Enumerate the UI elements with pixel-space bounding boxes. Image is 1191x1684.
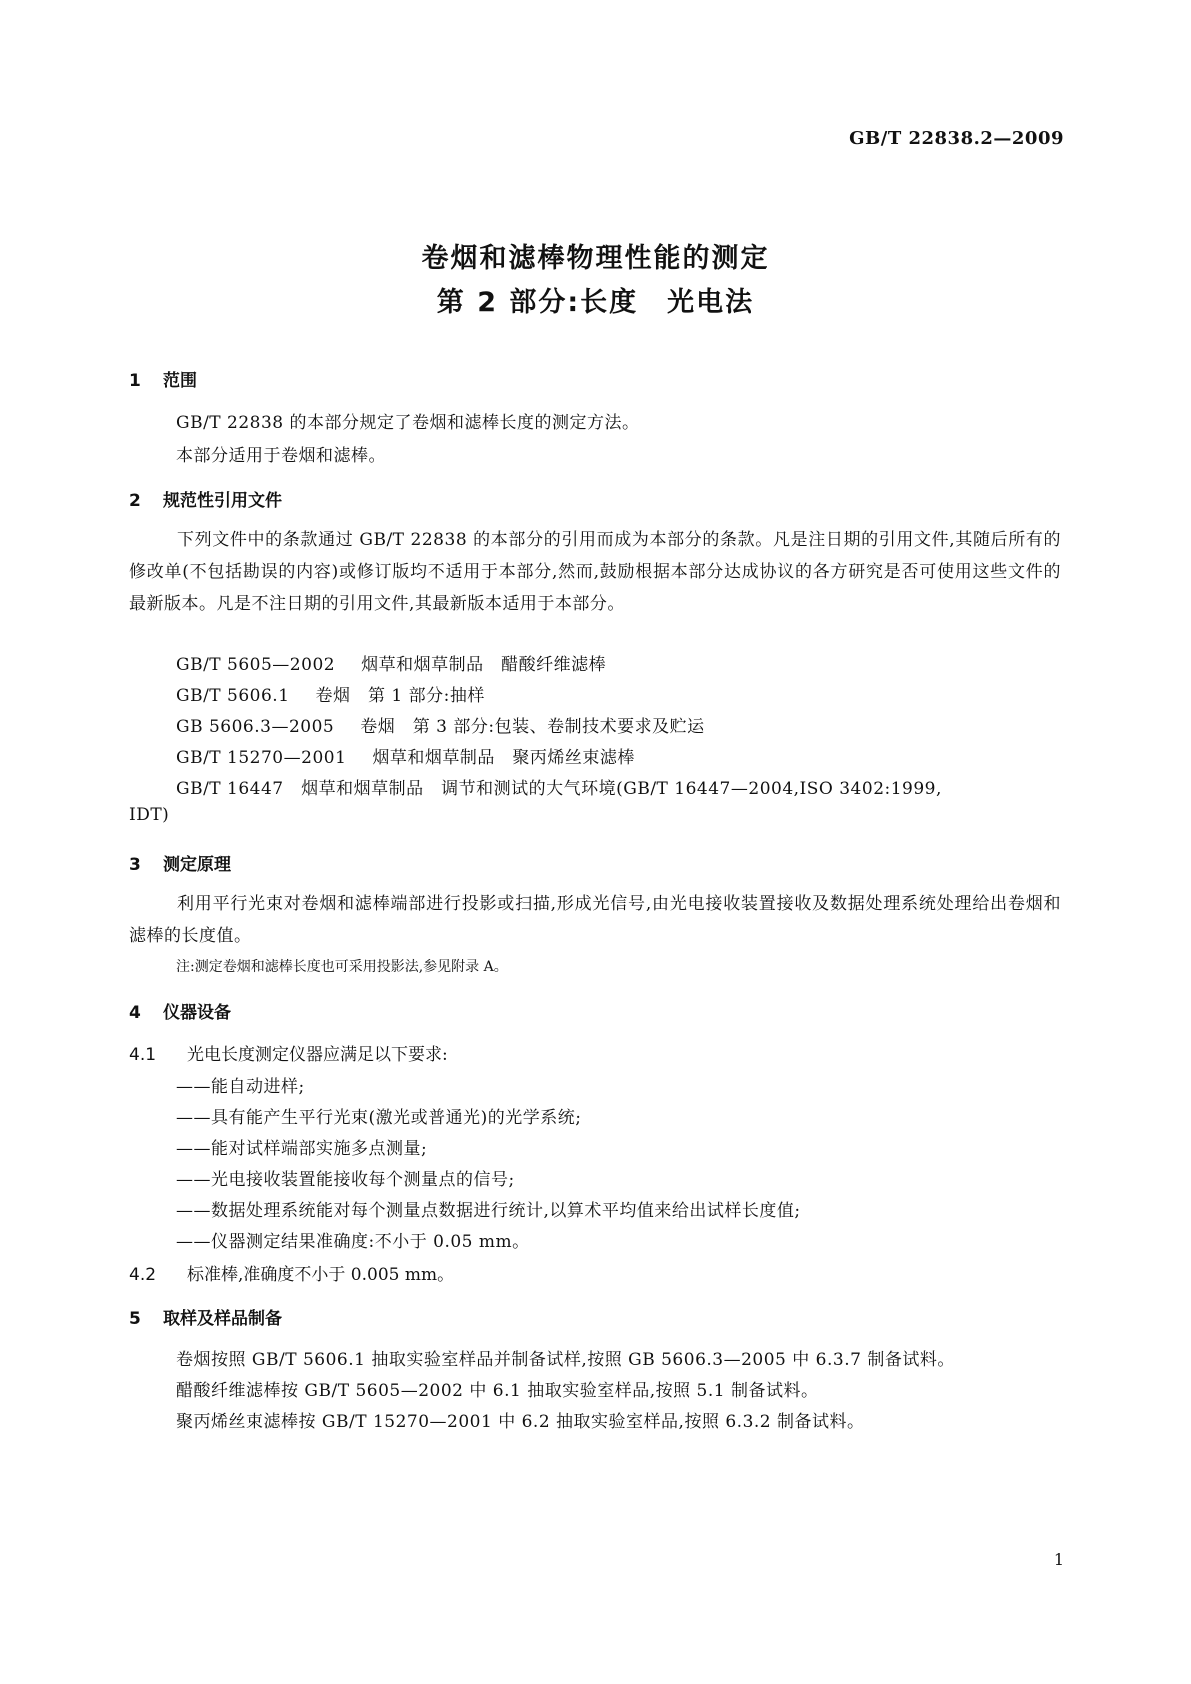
reference-code: GB/T 5606.1 xyxy=(176,686,290,706)
section-3-paragraph: 利用平行光束对卷烟和滤棒端部进行投影或扫描,形成光信号,由光电接收装置接收及数据处理系统处理给出卷烟和滤棒的长度值。 xyxy=(129,894,1061,946)
section-5-heading xyxy=(129,1304,282,1329)
section-5-line: 卷烟按照 GB/T 5606.1 抽取实验室样品并制备试样,按照 GB 5606.3—2005 中 6.3.7 制备试料。 xyxy=(176,1350,955,1370)
requirement-item: ——具有能产生平行光束(激光或普通光)的光学系统; xyxy=(176,1108,582,1128)
subsection-4-1 xyxy=(129,1040,448,1065)
reference-code: GB/T 5605—2002 xyxy=(176,655,336,675)
reference-item xyxy=(176,681,485,706)
section-number: 1 xyxy=(129,371,141,391)
section-title: 测定原理 xyxy=(163,855,231,875)
section-2-intro: 下列文件中的条款通过 GB/T 22838 的本部分的引用而成为本部分的条款。凡是注日期的引用文件,其随后所有的修改单(不包括勘误的内容)或修订版均不适用于本部分,然而,鼓励根据本部分达成协议的各方研究是否可使用这些文件的最新版本。凡是不注日期的引用文件,其最新版本适用于本部分。 xyxy=(129,530,1061,614)
reference-item xyxy=(176,712,705,737)
subsection-text: 光电长度测定仪器应满足以下要求: xyxy=(187,1045,448,1065)
section-title: 范围 xyxy=(163,371,197,391)
reference-code: GB/T 15270—2001 xyxy=(176,748,347,768)
reference-title: 烟草和烟草制品 醋酸纤维滤棒 xyxy=(361,655,607,675)
subsection-text: 标准棒,准确度不小于 0.005 mm。 xyxy=(187,1265,455,1285)
section-title: 规范性引用文件 xyxy=(163,491,282,511)
requirement-item: ——仪器测定结果准确度:不小于 0.05 mm。 xyxy=(176,1232,530,1252)
standard-code: GB/T 22838.2—2009 xyxy=(849,128,1064,149)
subsection-4-2 xyxy=(129,1260,454,1285)
section-1-heading xyxy=(129,366,197,391)
reference-title: 卷烟 第 1 部分:抽样 xyxy=(315,686,485,706)
section-3-note: 注:测定卷烟和滤棒长度也可采用投影法,参见附录 A。 xyxy=(176,959,508,975)
section-number: 5 xyxy=(129,1309,141,1329)
section-5-line: 聚丙烯丝束滤棒按 GB/T 15270—2001 中 6.2 抽取实验室样品,按照 6.3.2 制备试料。 xyxy=(176,1412,865,1432)
requirement-item: ——能对试样端部实施多点测量; xyxy=(176,1139,428,1159)
document-subtitle: 第 2 部分:长度 光电法 xyxy=(436,287,755,318)
subsection-number: 4.1 xyxy=(129,1045,157,1065)
section-title: 取样及样品制备 xyxy=(163,1309,282,1329)
section-title: 仪器设备 xyxy=(163,1003,231,1023)
requirement-item: ——能自动进样; xyxy=(176,1077,305,1097)
section-number: 4 xyxy=(129,1003,141,1023)
reference-item-5-line-2: IDT) xyxy=(129,805,170,825)
section-number: 2 xyxy=(129,491,141,511)
reference-title: 卷烟 第 3 部分:包装、卷制技术要求及贮运 xyxy=(360,717,705,737)
reference-item-5-line-1: GB/T 16447 烟草和烟草制品 调节和测试的大气环境(GB/T 16447—2004,ISO 3402:1999, xyxy=(176,779,942,799)
document-title: 卷烟和滤棒物理性能的测定 xyxy=(421,243,770,274)
section-2-heading xyxy=(129,486,282,511)
reference-item xyxy=(176,743,635,768)
requirement-item: ——数据处理系统能对每个测量点数据进行统计,以算术平均值来给出试样长度值; xyxy=(176,1201,801,1221)
section-1-paragraph-1: GB/T 22838 的本部分规定了卷烟和滤棒长度的测定方法。 xyxy=(176,413,640,433)
page-number: 1 xyxy=(1053,1550,1064,1569)
section-3-heading xyxy=(129,850,231,875)
reference-item xyxy=(176,650,606,675)
requirement-item: ——光电接收装置能接收每个测量点的信号; xyxy=(176,1170,515,1190)
subsection-number: 4.2 xyxy=(129,1265,157,1285)
reference-code: GB 5606.3—2005 xyxy=(176,717,335,737)
section-5-line: 醋酸纤维滤棒按 GB/T 5605—2002 中 6.1 抽取实验室样品,按照 5.1 制备试料。 xyxy=(176,1381,819,1401)
section-1-paragraph-2: 本部分适用于卷烟和滤棒。 xyxy=(176,446,386,466)
section-4-heading xyxy=(129,998,231,1023)
section-number: 3 xyxy=(129,855,141,875)
reference-title: 烟草和烟草制品 聚丙烯丝束滤棒 xyxy=(372,748,635,768)
